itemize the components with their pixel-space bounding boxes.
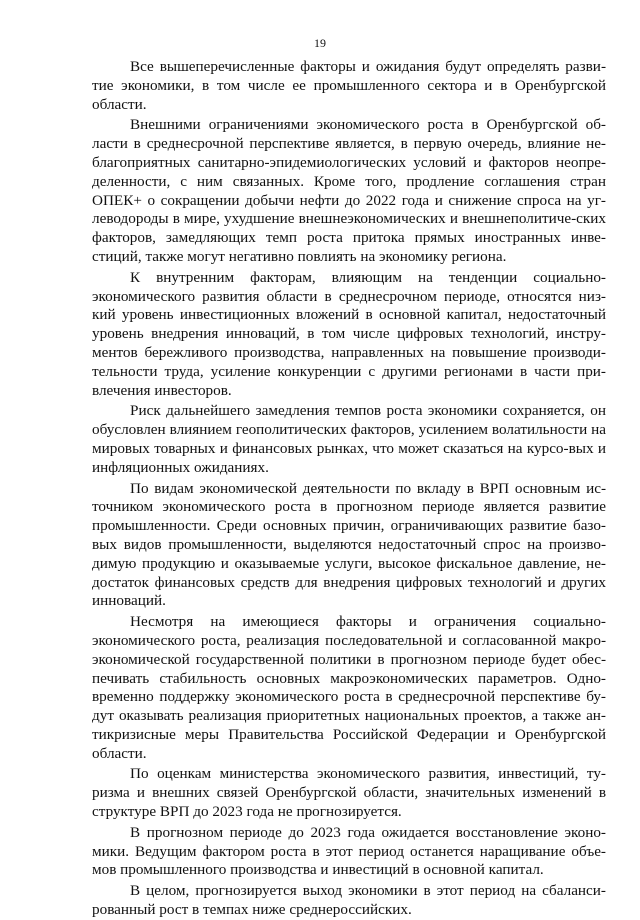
paragraph-1: Все вышеперечисленные факторы и ожидания будут определять разви-тие экономики, в том числе ее промышленного сектора и в Оренбургской области. (92, 58, 606, 113)
paragraph-6: Несмотря на имеющиеся факторы и ограничения социально-экономического роста, реализация последовательной и согласованной макро-экономической государственной политики в прогнозном периоде будет обес-печивать стабильность основных макроэкономических параметров. Одно-временно поддержку экономического роста в среднесрочной перспективе бу-дут оказывать реализация приоритетных национальных проектов, а также ан-тикризисные меры Правительства Российской Федерации и Оренбургской области. (92, 613, 606, 762)
paragraph-9: В целом, прогнозируется выход экономики в этот период на сбаланси-рованный рост в темпах ниже среднероссийских. (92, 882, 606, 919)
paragraph-4: Риск дальнейшего замедления темпов роста экономики сохраняется, он обусловлен влиянием геополитических факторов, усилением волатильности на мировых товарных и финансовых рынках, что может сказаться на курсо-вых и инфляционных ожиданиях. (92, 402, 606, 476)
paragraph-5: По видам экономической деятельности по вкладу в ВРП основным ис-точником экономического роста в прогнозном периоде является развитие промышленности. Среди основных причин, ограничивающих развитие базо-вых видов промышленности, выделяются недостаточный спрос на произво-димую продукцию и оказываемые услуги, высокое фискальное давление, не-достаток финансовых средств для внедрения цифровых технологий и других инноваций. (92, 479, 606, 610)
paragraph-2: Внешними ограничениями экономического роста в Оренбургской об-ласти в среднесрочной перспективе является, в первую очередь, влияние не-благоприятных санитарно-эпидемиологических условий и факторов неопре-деленности, с ним связанных. Кроме того, продление соглашения стран ОПЕК+ о сокращении добычи нефти до 2022 года и снижение спроса на уг-леводороды в мире, ухудшение внешнеэкономических и внешнеполитиче-ских факторов, замедляющих темп роста притока прямых иностранных инве-стиций, также могут негативно повлиять на экономику региона. (92, 116, 606, 265)
paragraph-3: К внутренним факторам, влияющим на тенденции социально-экономического развития области в среднесрочном периоде, относятся низ-кий уровень инвестиционных вложений в основной капитал, недостаточный уровень внедрения инноваций, в том числе цифровых технологий, инстру-ментов бережливого производства, направленных на повышение производи-тельности труда, усиление конкуренции с другими регионами в части при-влечения инвесторов. (92, 268, 606, 399)
page-number: 19 (314, 36, 326, 50)
document-body (92, 58, 606, 920)
paragraph-8: В прогнозном периоде до 2023 года ожидается восстановление эконо-мики. Ведущим фактором роста в этот период останется наращивание объе-мов промышленного производства и инвестиций в основной капитал. (92, 823, 606, 879)
paragraph-7: По оценкам министерства экономического развития, инвестиций, ту-ризма и внешних связей Оренбургской области, значительных изменений в структуре ВРП до 2023 года не прогнозируется. (92, 765, 606, 821)
